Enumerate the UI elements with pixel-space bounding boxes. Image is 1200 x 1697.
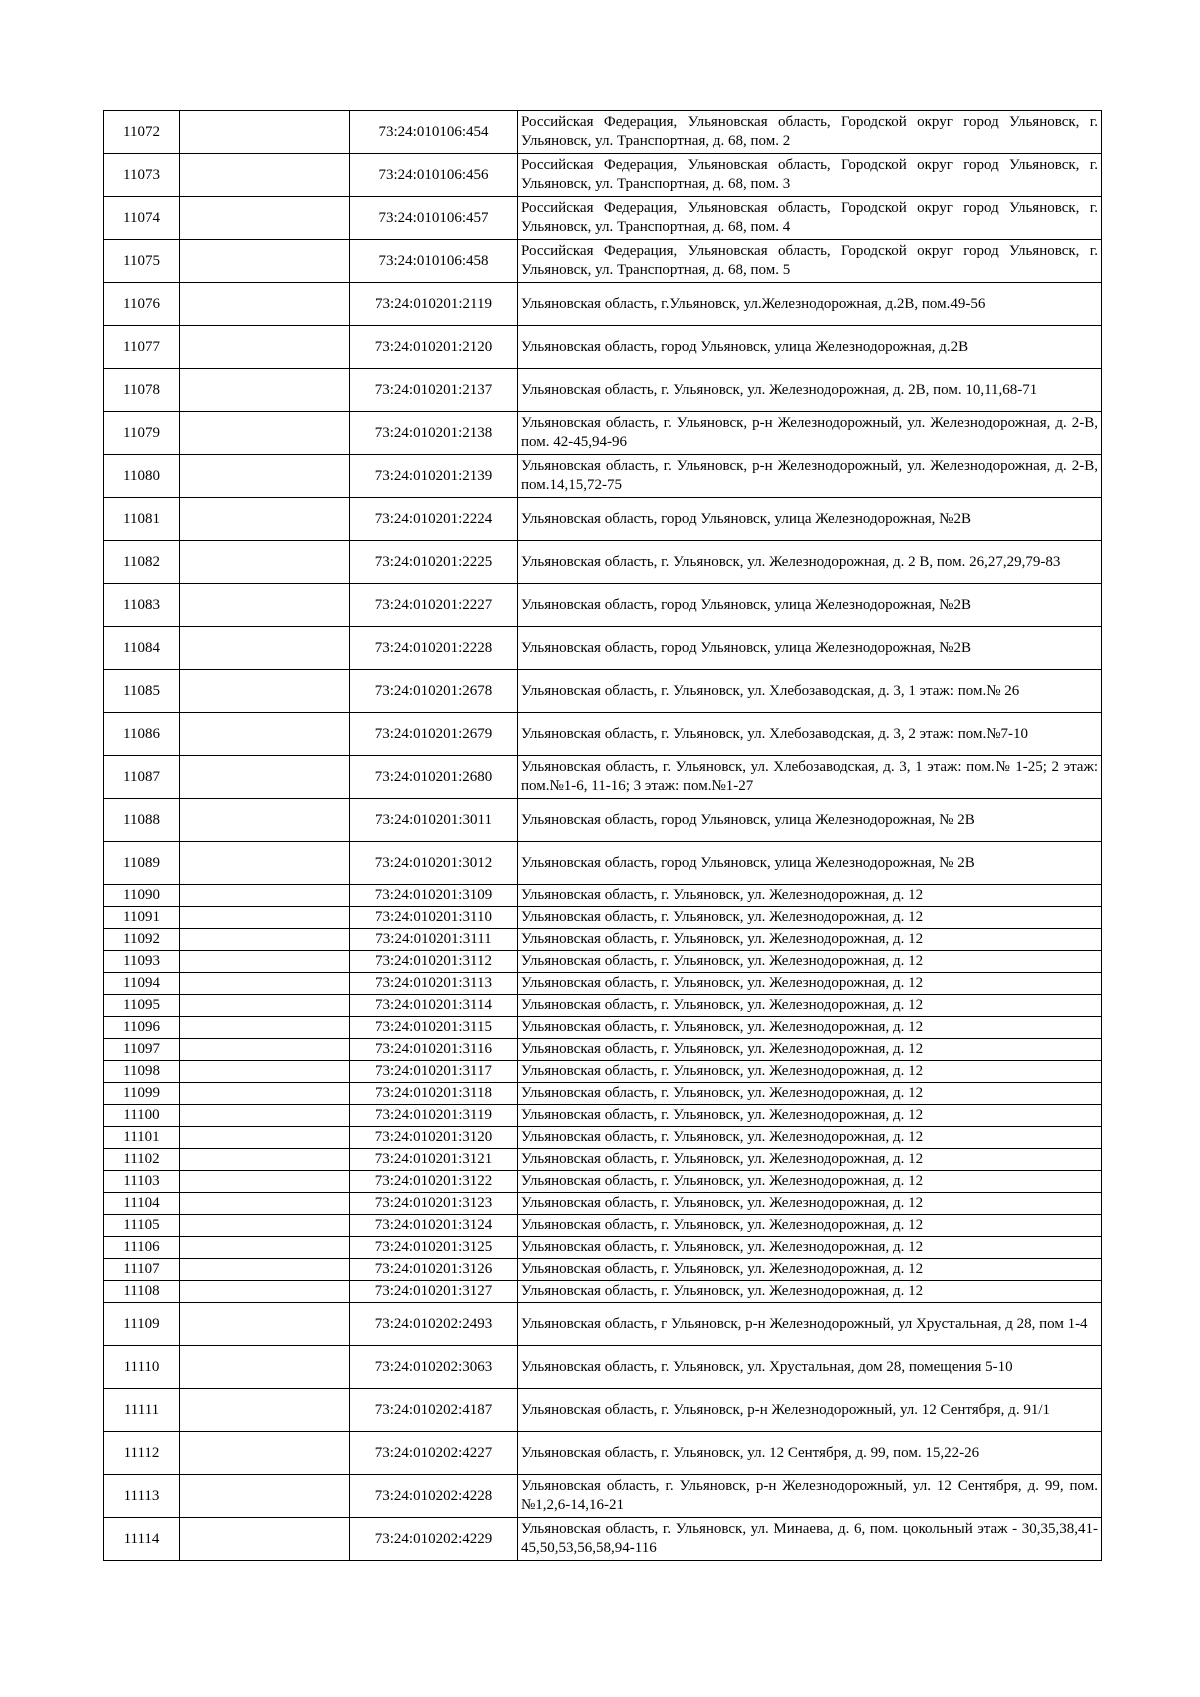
row-number: 11087: [104, 756, 180, 799]
cadastral-number: 73:24:010201:2225: [350, 541, 518, 584]
table-row: [104, 541, 1102, 584]
empty-cell: [180, 1017, 350, 1039]
address: Ульяновская область, г. Ульяновск, ул. Железнодорожная, д. 12: [518, 929, 1102, 951]
row-number: 11080: [104, 455, 180, 498]
table-row: [104, 1193, 1102, 1215]
cadastral-number: 73:24:010201:2679: [350, 713, 518, 756]
address: Ульяновская область, г. Ульяновск, ул. Хлебозаводская, д. 3, 2 этаж: пом.№7-10: [518, 713, 1102, 756]
table-row: [104, 885, 1102, 907]
address: Ульяновская область, г. Ульяновск, р-н Железнодорожный, ул. 12 Сентября, д. 99, пом. №1,2,6-14,16-21: [518, 1475, 1102, 1518]
row-number: 11095: [104, 995, 180, 1017]
empty-cell: [180, 670, 350, 713]
cadastral-number: 73:24:010201:2137: [350, 369, 518, 412]
address: Ульяновская область, город Ульяновск, улица Железнодорожная, №2В: [518, 627, 1102, 670]
row-number: 11085: [104, 670, 180, 713]
cadastral-number: 73:24:010202:4227: [350, 1432, 518, 1475]
row-number: 11100: [104, 1105, 180, 1127]
table-row: [104, 1303, 1102, 1346]
empty-cell: [180, 1475, 350, 1518]
row-number: 11096: [104, 1017, 180, 1039]
empty-cell: [180, 1193, 350, 1215]
row-number: 11089: [104, 842, 180, 885]
table-row: [104, 799, 1102, 842]
empty-cell: [180, 240, 350, 283]
empty-cell: [180, 1259, 350, 1281]
cadastral-number: 73:24:010201:2120: [350, 326, 518, 369]
empty-cell: [180, 1039, 350, 1061]
address: Ульяновская область, г. Ульяновск, ул. Железнодорожная, д. 12: [518, 951, 1102, 973]
address: Ульяновская область, город Ульяновск, улица Железнодорожная, № 2В: [518, 842, 1102, 885]
empty-cell: [180, 1171, 350, 1193]
table-row: [104, 842, 1102, 885]
address: Ульяновская область, г. Ульяновск, ул. Железнодорожная, д. 12: [518, 1017, 1102, 1039]
row-number: 11078: [104, 369, 180, 412]
address: Ульяновская область, г. Ульяновск, р-н Железнодорожный, ул. Железнодорожная, д. 2-В, пом. 42-45,94-96: [518, 412, 1102, 455]
table-row: [104, 1149, 1102, 1171]
cadastral-number: 73:24:010201:2139: [350, 455, 518, 498]
cadastral-number: 73:24:010201:2119: [350, 283, 518, 326]
table-row: [104, 995, 1102, 1017]
empty-cell: [180, 326, 350, 369]
row-number: 11094: [104, 973, 180, 995]
cadastral-number: 73:24:010201:3113: [350, 973, 518, 995]
row-number: 11086: [104, 713, 180, 756]
empty-cell: [180, 154, 350, 197]
address: Ульяновская область, г. Ульяновск, ул. Железнодорожная, д. 2В, пом. 10,11,68-71: [518, 369, 1102, 412]
table-row: [104, 412, 1102, 455]
row-number: 11097: [104, 1039, 180, 1061]
empty-cell: [180, 498, 350, 541]
row-number: 11076: [104, 283, 180, 326]
row-number: 11102: [104, 1149, 180, 1171]
empty-cell: [180, 842, 350, 885]
cadastral-number: 73:24:010201:2228: [350, 627, 518, 670]
empty-cell: [180, 1215, 350, 1237]
row-number: 11107: [104, 1259, 180, 1281]
cadastral-number: 73:24:010201:2680: [350, 756, 518, 799]
address: Ульяновская область, г. Ульяновск, ул. Железнодорожная, д. 12: [518, 1061, 1102, 1083]
address: Ульяновская область, г. Ульяновск, ул. Железнодорожная, д. 12: [518, 1083, 1102, 1105]
empty-cell: [180, 369, 350, 412]
cadastral-number: 73:24:010201:3115: [350, 1017, 518, 1039]
row-number: 11111: [104, 1389, 180, 1432]
row-number: 11114: [104, 1518, 180, 1561]
table-row: [104, 1039, 1102, 1061]
empty-cell: [180, 907, 350, 929]
table-row: [104, 670, 1102, 713]
row-number: 11106: [104, 1237, 180, 1259]
table-row: [104, 1259, 1102, 1281]
empty-cell: [180, 197, 350, 240]
cadastral-number: 73:24:010202:4228: [350, 1475, 518, 1518]
address: Ульяновская область, г. Ульяновск, ул. Железнодорожная, д. 12: [518, 973, 1102, 995]
address: Российская Федерация, Ульяновская область, Городской округ город Ульяновск, г. Ульяновск, ул. Транспортная, д. 68, пом. 4: [518, 197, 1102, 240]
empty-cell: [180, 713, 350, 756]
address: Ульяновская область, г. Ульяновск, ул. Железнодорожная, д. 12: [518, 1149, 1102, 1171]
cadastral-number: 73:24:010201:2138: [350, 412, 518, 455]
empty-cell: [180, 995, 350, 1017]
cadastral-number: 73:24:010201:3123: [350, 1193, 518, 1215]
row-number: 11077: [104, 326, 180, 369]
cadastral-number: 73:24:010202:3063: [350, 1346, 518, 1389]
table-row: [104, 1017, 1102, 1039]
address: Ульяновская область, город Ульяновск, улица Железнодорожная, д.2В: [518, 326, 1102, 369]
cadastral-number: 73:24:010201:3126: [350, 1259, 518, 1281]
row-number: 11072: [104, 111, 180, 154]
address: Ульяновская область, город Ульяновск, улица Железнодорожная, № 2В: [518, 799, 1102, 842]
row-number: 11090: [104, 885, 180, 907]
address: Российская Федерация, Ульяновская область, Городской округ город Ульяновск, г. Ульяновск, ул. Транспортная, д. 68, пом. 5: [518, 240, 1102, 283]
registry-table-body: [104, 111, 1102, 1561]
address: Ульяновская область, г. Ульяновск, ул. Железнодорожная, д. 12: [518, 885, 1102, 907]
address: Ульяновская область, г.Ульяновск, ул.Железнодорожная, д.2В, пом.49-56: [518, 283, 1102, 326]
cadastral-number: 73:24:010201:3116: [350, 1039, 518, 1061]
table-row: [104, 713, 1102, 756]
cadastral-number: 73:24:010106:457: [350, 197, 518, 240]
table-row: [104, 1475, 1102, 1518]
cadastral-number: 73:24:010201:3012: [350, 842, 518, 885]
table-row: [104, 929, 1102, 951]
address: Ульяновская область, г. Ульяновск, ул. Железнодорожная, д. 12: [518, 1259, 1102, 1281]
address: Ульяновская область, г. Ульяновск, ул. Железнодорожная, д. 12: [518, 907, 1102, 929]
cadastral-number: 73:24:010106:456: [350, 154, 518, 197]
cadastral-number: 73:24:010106:454: [350, 111, 518, 154]
row-number: 11101: [104, 1127, 180, 1149]
cadastral-number: 73:24:010202:2493: [350, 1303, 518, 1346]
address: Ульяновская область, г. Ульяновск, ул. Железнодорожная, д. 12: [518, 1105, 1102, 1127]
empty-cell: [180, 929, 350, 951]
cadastral-number: 73:24:010201:3111: [350, 929, 518, 951]
empty-cell: [180, 1281, 350, 1303]
table-row: [104, 1215, 1102, 1237]
table-row: [104, 111, 1102, 154]
empty-cell: [180, 1105, 350, 1127]
empty-cell: [180, 1237, 350, 1259]
cadastral-number: 73:24:010201:3110: [350, 907, 518, 929]
cadastral-number: 73:24:010201:3122: [350, 1171, 518, 1193]
empty-cell: [180, 1303, 350, 1346]
empty-cell: [180, 412, 350, 455]
table-row: [104, 1127, 1102, 1149]
address: Ульяновская область, г. Ульяновск, ул. Железнодорожная, д. 12: [518, 1215, 1102, 1237]
address: Ульяновская область, город Ульяновск, улица Железнодорожная, №2В: [518, 584, 1102, 627]
empty-cell: [180, 1061, 350, 1083]
row-number: 11075: [104, 240, 180, 283]
row-number: 11092: [104, 929, 180, 951]
table-row: [104, 498, 1102, 541]
row-number: 11104: [104, 1193, 180, 1215]
empty-cell: [180, 756, 350, 799]
empty-cell: [180, 455, 350, 498]
cadastral-number: 73:24:010201:3125: [350, 1237, 518, 1259]
row-number: 11108: [104, 1281, 180, 1303]
address: Ульяновская область, г. Ульяновск, ул. Железнодорожная, д. 12: [518, 1039, 1102, 1061]
address: Ульяновская область, г. Ульяновск, ул. Минаева, д. 6, пом. цокольный этаж - 30,35,38,41-45,50,53,56,58,94-116: [518, 1518, 1102, 1561]
table-row: [104, 973, 1102, 995]
row-number: 11073: [104, 154, 180, 197]
cadastral-number: 73:24:010201:3119: [350, 1105, 518, 1127]
table-row: [104, 1346, 1102, 1389]
cadastral-number: 73:24:010201:3118: [350, 1083, 518, 1105]
address: Ульяновская область, г. Ульяновск, ул. 12 Сентября, д. 99, пом. 15,22-26: [518, 1432, 1102, 1475]
address: Ульяновская область, г. Ульяновск, ул. Железнодорожная, д. 12: [518, 1193, 1102, 1215]
row-number: 11084: [104, 627, 180, 670]
empty-cell: [180, 951, 350, 973]
table-row: [104, 197, 1102, 240]
empty-cell: [180, 627, 350, 670]
row-number: 11081: [104, 498, 180, 541]
empty-cell: [180, 1518, 350, 1561]
row-number: 11091: [104, 907, 180, 929]
table-row: [104, 154, 1102, 197]
address: Ульяновская область, г. Ульяновск, ул. Железнодорожная, д. 12: [518, 1127, 1102, 1149]
row-number: 11079: [104, 412, 180, 455]
empty-cell: [180, 1432, 350, 1475]
address: Ульяновская область, г. Ульяновск, ул. Железнодорожная, д. 12: [518, 1171, 1102, 1193]
row-number: 11109: [104, 1303, 180, 1346]
empty-cell: [180, 799, 350, 842]
empty-cell: [180, 541, 350, 584]
cadastral-number: 73:24:010201:3124: [350, 1215, 518, 1237]
cadastral-number: 73:24:010202:4229: [350, 1518, 518, 1561]
empty-cell: [180, 283, 350, 326]
cadastral-number: 73:24:010201:3011: [350, 799, 518, 842]
table-row: [104, 240, 1102, 283]
empty-cell: [180, 1127, 350, 1149]
address: Ульяновская область, город Ульяновск, улица Железнодорожная, №2В: [518, 498, 1102, 541]
cadastral-number: 73:24:010201:3112: [350, 951, 518, 973]
row-number: 11074: [104, 197, 180, 240]
empty-cell: [180, 1389, 350, 1432]
cadastral-number: 73:24:010201:2224: [350, 498, 518, 541]
empty-cell: [180, 1083, 350, 1105]
table-row: [104, 1237, 1102, 1259]
address: Ульяновская область, г. Ульяновск, ул. Железнодорожная, д. 2 В, пом. 26,27,29,79-83: [518, 541, 1102, 584]
address: Российская Федерация, Ульяновская область, Городской округ город Ульяновск, г. Ульяновск, ул. Транспортная, д. 68, пом. 3: [518, 154, 1102, 197]
table-row: [104, 584, 1102, 627]
address: Ульяновская область, г. Ульяновск, ул. Железнодорожная, д. 12: [518, 1281, 1102, 1303]
empty-cell: [180, 111, 350, 154]
cadastral-number: 73:24:010201:3117: [350, 1061, 518, 1083]
row-number: 11105: [104, 1215, 180, 1237]
row-number: 11083: [104, 584, 180, 627]
cadastral-number: 73:24:010201:2678: [350, 670, 518, 713]
address: Ульяновская область, г. Ульяновск, р-н Железнодорожный, ул. Железнодорожная, д. 2-В, пом.14,15,72-75: [518, 455, 1102, 498]
table-row: [104, 907, 1102, 929]
empty-cell: [180, 973, 350, 995]
row-number: 11099: [104, 1083, 180, 1105]
cadastral-number: 73:24:010201:3121: [350, 1149, 518, 1171]
table-row: [104, 627, 1102, 670]
cadastral-number: 73:24:010201:2227: [350, 584, 518, 627]
cadastral-number: 73:24:010201:3127: [350, 1281, 518, 1303]
row-number: 11093: [104, 951, 180, 973]
address: Ульяновская область, г. Ульяновск, ул. Хлебозаводская, д. 3, 1 этаж: пом.№ 1-25; 2 этаж: пом.№1-6, 11-16; 3 этаж: пом.№1-27: [518, 756, 1102, 799]
table-row: [104, 1389, 1102, 1432]
address: Ульяновская область, г Ульяновск, р-н Железнодорожный, ул Хрустальная, д 28, пом 1-4: [518, 1303, 1102, 1346]
cadastral-number: 73:24:010201:3120: [350, 1127, 518, 1149]
cadastral-number: 73:24:010201:3109: [350, 885, 518, 907]
table-row: [104, 369, 1102, 412]
table-row: [104, 756, 1102, 799]
table-row: [104, 1061, 1102, 1083]
row-number: 11110: [104, 1346, 180, 1389]
empty-cell: [180, 885, 350, 907]
empty-cell: [180, 1346, 350, 1389]
row-number: 11088: [104, 799, 180, 842]
address: Ульяновская область, г. Ульяновск, ул. Хлебозаводская, д. 3, 1 этаж: пом.№ 26: [518, 670, 1102, 713]
table-row: [104, 1432, 1102, 1475]
address: Ульяновская область, г. Ульяновск, ул. Хрустальная, дом 28, помещения 5-10: [518, 1346, 1102, 1389]
row-number: 11082: [104, 541, 180, 584]
address: Ульяновская область, г. Ульяновск, ул. Железнодорожная, д. 12: [518, 1237, 1102, 1259]
cadastral-number: 73:24:010106:458: [350, 240, 518, 283]
row-number: 11103: [104, 1171, 180, 1193]
table-row: [104, 1105, 1102, 1127]
address: Российская Федерация, Ульяновская область, Городской округ город Ульяновск, г. Ульяновск, ул. Транспортная, д. 68, пом. 2: [518, 111, 1102, 154]
row-number: 11112: [104, 1432, 180, 1475]
empty-cell: [180, 584, 350, 627]
cadastral-number: 73:24:010202:4187: [350, 1389, 518, 1432]
table-row: [104, 951, 1102, 973]
cadastral-number: 73:24:010201:3114: [350, 995, 518, 1017]
table-row: [104, 283, 1102, 326]
address: Ульяновская область, г. Ульяновск, ул. Железнодорожная, д. 12: [518, 995, 1102, 1017]
table-row: [104, 1083, 1102, 1105]
table-row: [104, 1281, 1102, 1303]
row-number: 11113: [104, 1475, 180, 1518]
row-number: 11098: [104, 1061, 180, 1083]
registry-table: [103, 110, 1102, 1561]
table-row: [104, 1518, 1102, 1561]
empty-cell: [180, 1149, 350, 1171]
table-row: [104, 455, 1102, 498]
address: Ульяновская область, г. Ульяновск, р-н Железнодорожный, ул. 12 Сентября, д. 91/1: [518, 1389, 1102, 1432]
table-row: [104, 1171, 1102, 1193]
table-row: [104, 326, 1102, 369]
